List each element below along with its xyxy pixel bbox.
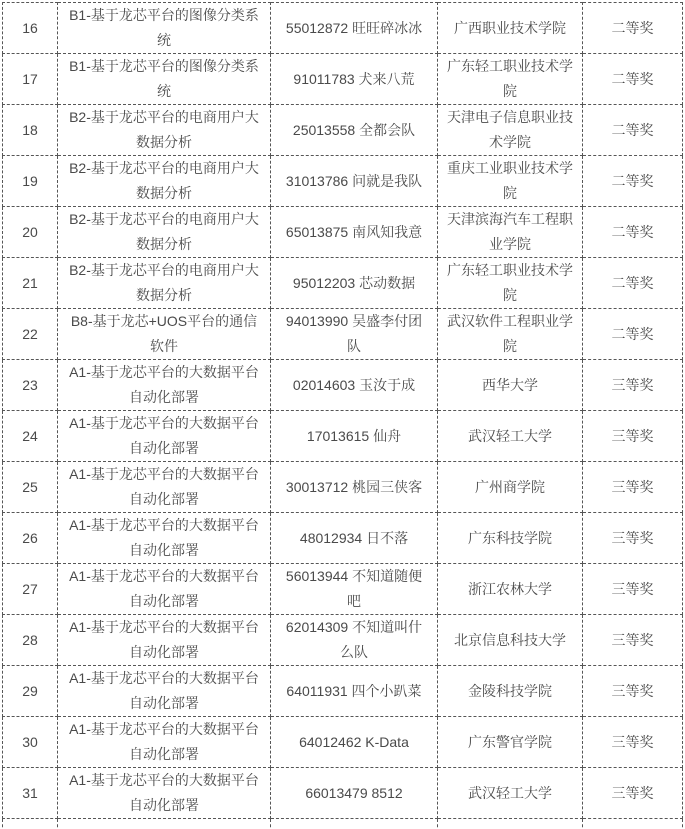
cell-project: B2-基于龙芯平台的电商用户大数据分析: [58, 258, 271, 309]
cell-team: 66013479 8512: [271, 768, 438, 819]
cell-school: 天津电子信息职业技术学院: [438, 105, 583, 156]
table-row: [3, 462, 683, 513]
cell-team: 62014309 不知道叫什么队: [271, 615, 438, 666]
cell-award: 三等奖: [583, 717, 683, 768]
cell-row-number: 28: [3, 615, 58, 666]
cell-row-number: 27: [3, 564, 58, 615]
cell-row-number: 26: [3, 513, 58, 564]
cell-award: 三等奖: [583, 564, 683, 615]
cell-team: 65013875 南风知我意: [271, 207, 438, 258]
cell-row-number: [3, 819, 58, 829]
cell-row-number: 21: [3, 258, 58, 309]
cell-team: 17013615 仙舟: [271, 411, 438, 462]
cell-row-number: 30: [3, 717, 58, 768]
cell-row-number: 24: [3, 411, 58, 462]
cell-row-number: 25: [3, 462, 58, 513]
cell-team: 02014603 玉汝于成: [271, 360, 438, 411]
cell-row-number: 20: [3, 207, 58, 258]
cell-project: A1-基于龙芯平台的大数据平台自动化部署: [58, 513, 271, 564]
results-table-body: [3, 3, 683, 829]
table-row: [3, 411, 683, 462]
cell-team: 25013558 全都会队: [271, 105, 438, 156]
table-row: [3, 615, 683, 666]
cell-school: 广东轻工职业技术学院: [438, 54, 583, 105]
cell-school: 武汉轻工大学: [438, 768, 583, 819]
cell-row-number: 22: [3, 309, 58, 360]
cell-award: 二等奖: [583, 207, 683, 258]
cell-team: [271, 819, 438, 829]
cell-school: 浙江农林大学: [438, 564, 583, 615]
table-row: [3, 156, 683, 207]
cell-school: 西华大学: [438, 360, 583, 411]
cell-project: [58, 819, 271, 829]
cell-school: [438, 819, 583, 829]
cell-school: 广州商学院: [438, 462, 583, 513]
cell-project: A1-基于龙芯平台的大数据平台自动化部署: [58, 462, 271, 513]
cell-project: A1-基于龙芯平台的大数据平台自动化部署: [58, 411, 271, 462]
cell-award: 三等奖: [583, 615, 683, 666]
cell-row-number: 17: [3, 54, 58, 105]
cell-team: 95012203 芯动数据: [271, 258, 438, 309]
cell-school: 武汉轻工大学: [438, 411, 583, 462]
table-row: [3, 768, 683, 819]
cell-team: 91011783 犬来八荒: [271, 54, 438, 105]
cell-school: 天津滨海汽车工程职业学院: [438, 207, 583, 258]
cell-project: B1-基于龙芯平台的图像分类系统: [58, 3, 271, 54]
cell-project: A1-基于龙芯平台的大数据平台自动化部署: [58, 768, 271, 819]
cell-award: 三等奖: [583, 666, 683, 717]
cell-project: A1-基于龙芯平台的大数据平台自动化部署: [58, 360, 271, 411]
cell-project: A1-基于龙芯平台的大数据平台自动化部署: [58, 564, 271, 615]
table-row: [3, 3, 683, 54]
cell-project: A1-基于龙芯平台的大数据平台自动化部署: [58, 615, 271, 666]
cell-school: 北京信息科技大学: [438, 615, 583, 666]
cell-row-number: 19: [3, 156, 58, 207]
cell-award: 二等奖: [583, 3, 683, 54]
cell-team: 30013712 桃园三侠客: [271, 462, 438, 513]
results-table: [2, 2, 683, 829]
cell-row-number: 18: [3, 105, 58, 156]
cell-school: 广东科技学院: [438, 513, 583, 564]
table-row: [3, 360, 683, 411]
cell-project: B2-基于龙芯平台的电商用户大数据分析: [58, 105, 271, 156]
cell-school: 广西职业技术学院: [438, 3, 583, 54]
table-row: [3, 564, 683, 615]
cell-team: 31013786 问就是我队: [271, 156, 438, 207]
cell-award: 三等奖: [583, 360, 683, 411]
cell-row-number: 16: [3, 3, 58, 54]
cell-project: A1-基于龙芯平台的大数据平台自动化部署: [58, 717, 271, 768]
cell-team: 64012462 K-Data: [271, 717, 438, 768]
table-row: [3, 258, 683, 309]
cell-award: 二等奖: [583, 105, 683, 156]
cell-project: B1-基于龙芯平台的图像分类系统: [58, 54, 271, 105]
cell-row-number: 31: [3, 768, 58, 819]
cell-team: 64011931 四个小趴菜: [271, 666, 438, 717]
cell-project: B2-基于龙芯平台的电商用户大数据分析: [58, 156, 271, 207]
cell-school: 广东警官学院: [438, 717, 583, 768]
cell-school: 重庆工业职业技术学院: [438, 156, 583, 207]
table-row: [3, 666, 683, 717]
cell-school: 武汉软件工程职业学院: [438, 309, 583, 360]
table-row-partial: [3, 819, 683, 829]
table-row: [3, 513, 683, 564]
cell-row-number: 23: [3, 360, 58, 411]
cell-row-number: 29: [3, 666, 58, 717]
table-row: [3, 717, 683, 768]
cell-school: 广东轻工职业技术学院: [438, 258, 583, 309]
cell-team: 56013944 不知道随便吧: [271, 564, 438, 615]
cell-team: 55012872 旺旺碎冰冰: [271, 3, 438, 54]
cell-award: 三等奖: [583, 411, 683, 462]
table-row: [3, 309, 683, 360]
cell-award: 三等奖: [583, 513, 683, 564]
cell-award: 二等奖: [583, 156, 683, 207]
table-row: [3, 105, 683, 156]
cell-project: B2-基于龙芯平台的电商用户大数据分析: [58, 207, 271, 258]
cell-school: 金陵科技学院: [438, 666, 583, 717]
table-row: [3, 207, 683, 258]
table-row: [3, 54, 683, 105]
cell-award: [583, 819, 683, 829]
cell-award: 三等奖: [583, 768, 683, 819]
cell-award: 二等奖: [583, 54, 683, 105]
cell-team: 94013990 吴盛李付团队: [271, 309, 438, 360]
cell-project: A1-基于龙芯平台的大数据平台自动化部署: [58, 666, 271, 717]
cell-team: 48012934 日不落: [271, 513, 438, 564]
cell-award: 二等奖: [583, 309, 683, 360]
cell-project: B8-基于龙芯+UOS平台的通信软件: [58, 309, 271, 360]
cell-award: 二等奖: [583, 258, 683, 309]
cell-award: 三等奖: [583, 462, 683, 513]
